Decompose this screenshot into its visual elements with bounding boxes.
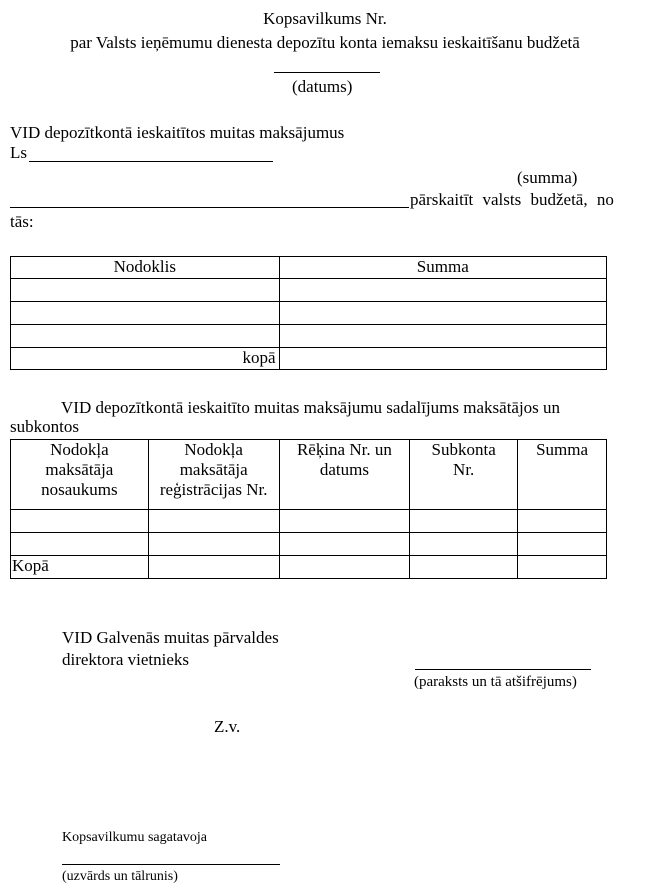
of-which-text: tās: [10,212,34,231]
header-line: maksātāja [45,460,114,479]
header-line: Nodokļa [184,440,243,459]
header-line: Nr. [453,460,475,479]
deposit-text: VID depozītkontā ieskaitītos muitas maksājumus [10,123,345,142]
header-line: Summa [536,440,589,459]
header-summa: Summa [279,257,606,279]
table-cell [279,510,410,533]
table-cell [148,533,279,556]
table-cell [518,533,607,556]
table-cell [11,510,149,533]
table-cell [11,279,280,302]
preparer-caption: (uzvārds un tālrunis) [62,869,178,884]
seal-placeholder: Z.v. [214,717,241,736]
payer-breakdown-table [10,439,607,579]
header-sum [518,440,607,510]
total-label: Kopā [11,556,149,579]
sum-caption: (summa) [517,168,578,187]
table-cell [279,348,606,370]
transfer-text: pārskaitīt valsts budžetā, no [410,190,614,209]
header-subaccount [410,440,518,510]
prepared-by-label: Kopsavilkumu sagatavoja [62,830,208,845]
amount-words-line [10,207,409,208]
table-cell [279,533,410,556]
tax-summary-table [10,256,607,370]
header-invoice [279,440,410,510]
table-cell [11,325,280,348]
header-line: reģistrācijas Nr. [159,480,268,499]
date-caption: (datums) [292,77,353,96]
table-cell [279,325,606,348]
table-cell [279,302,606,325]
table-cell [518,556,607,579]
table-cell [410,533,518,556]
section2-heading-cont: subkontos [10,417,79,436]
signature-caption: (paraksts un tā atšifrējums) [414,674,577,690]
document-title: Kopsavilkums Nr. [263,9,387,28]
currency-label: Ls [10,143,27,162]
header-line: Rēķina Nr. un [296,440,392,459]
header-line: Nodokļa [50,440,109,459]
document-subtitle: par Valsts ieņēmumu dienesta depozītu konta iemaksu ieskaitīšanu budžetā [70,33,580,52]
table-cell [279,556,410,579]
signature-line [415,669,591,670]
header-line: datums [319,460,369,479]
preparer-line [62,864,280,865]
total-label: kopā [11,348,280,370]
table-cell [11,533,149,556]
table-cell [148,510,279,533]
header-nodoklis: Nodoklis [11,257,280,279]
header-payer-reg-no [148,440,279,510]
date-line [274,72,380,73]
signatory-role-cont: direktora vietnieks [62,650,189,669]
table-cell [148,556,279,579]
table-cell [410,556,518,579]
amount-line [29,161,273,162]
header-line: maksātāja [179,460,248,479]
table-cell [11,302,280,325]
header-payer-name [11,440,149,510]
table-cell [518,510,607,533]
signatory-role: VID Galvenās muitas pārvaldes [62,628,279,647]
section2-heading: VID depozītkontā ieskaitīto muitas maksājumu sadalījums maksātājos un [61,398,561,417]
header-line: nosaukums [41,480,118,499]
header-line: Subkonta [431,440,496,459]
table-cell [279,279,606,302]
table-cell [410,510,518,533]
